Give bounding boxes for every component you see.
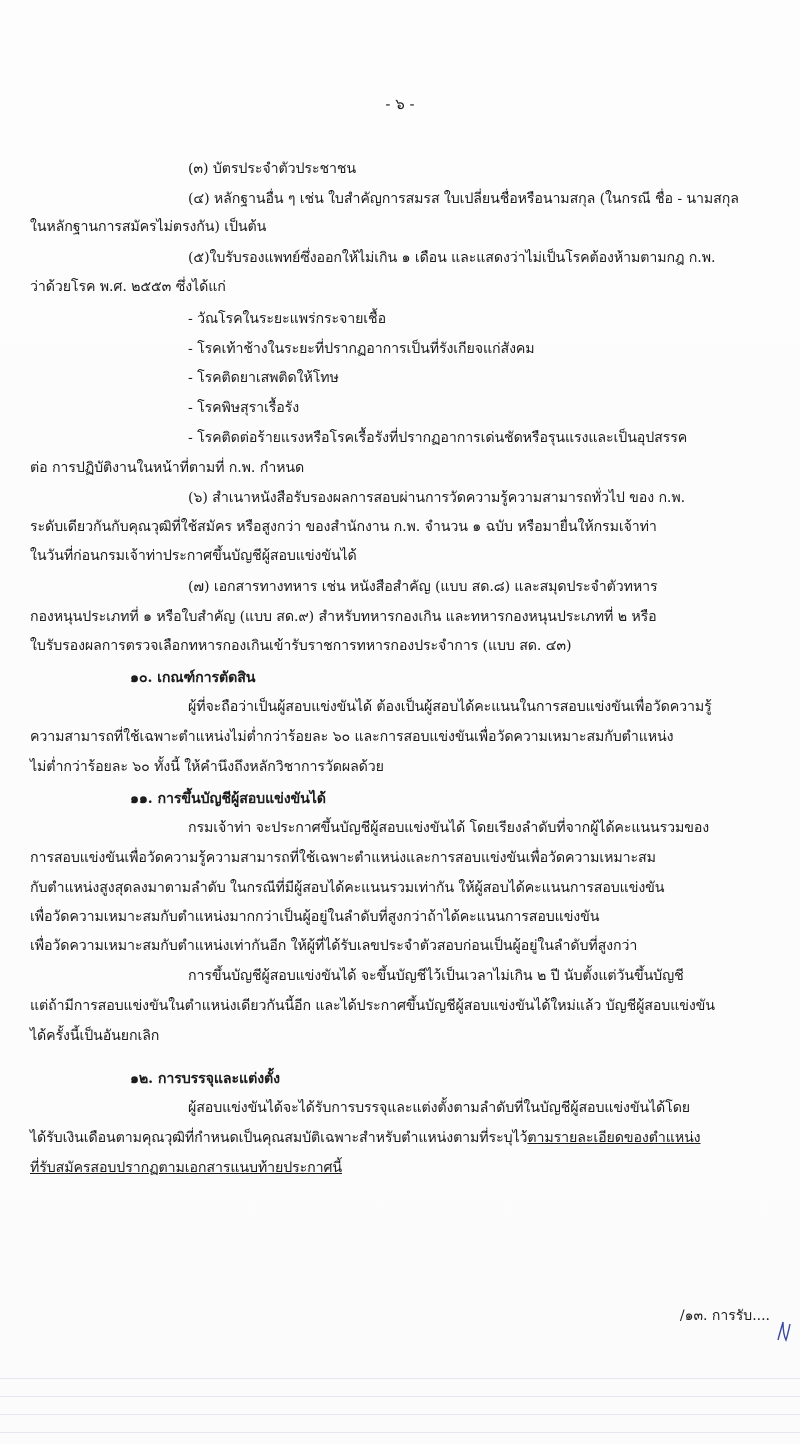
divider: [0, 1414, 800, 1415]
doc-line: - วัณโรคในระยะแพร่กระจายเชื้อ: [188, 311, 387, 327]
doc-line: การสอบแข่งขันเพื่อวัดความรู้ความสามารถที่ใช้เฉพาะตำแหน่งและการสอบแข่งขันเพื่อวัดความเหมาะสม: [30, 850, 656, 866]
doc-line: ไม่ต่ำกว่าร้อยละ ๖๐ ทั้งนี้ ให้คำนึงถึงหลักวิชาการวัดผลด้วย: [30, 759, 384, 775]
doc-line: ต่อ การปฏิบัติงานในหน้าที่ตามที่ ก.พ. กำหนด: [30, 460, 305, 476]
doc-line: - โรคเท้าช้างในระยะที่ปรากฏอาการเป็นที่รังเกียจแก่สังคม: [188, 341, 535, 357]
doc-line: ได้ครั้งนี้เป็นอันยกเลิก: [30, 1028, 160, 1044]
doc-line: ในวันที่ก่อนกรมเจ้าท่าประกาศขึ้นบัญชีผู้สอบแข่งขันได้: [30, 548, 357, 564]
continuation-footer: /๑๓. การรับ....: [679, 1308, 770, 1324]
doc-line: เพื่อวัดความเหมาะสมกับตำแหน่งมากกว่าเป็นผู้อยู่ในลำดับที่สูงกว่าถ้าได้คะแนนการสอบแข่งขัน: [30, 909, 600, 925]
doc-line: กองหนุนประเภทที่ ๑ หรือใบสำคัญ (แบบ สด.๙) สำหรับทหารกองเกิน และทหารกองหนุนประเภทที่ ๒ หรือ: [30, 609, 657, 625]
doc-line: ใบรับรองผลการตรวจเลือกทหารกองเกินเข้ารับราชการทหารกองประจำการ (แบบ สด. ๔๓): [30, 638, 572, 654]
section-heading-10: ๑๐. เกณฑ์การตัดสิน: [130, 670, 256, 686]
underlined-text: ที่รับสมัครสอบปรากฏตามเอกสารแนบท้ายประกาศนี้: [30, 1160, 343, 1176]
doc-line: กรมเจ้าท่า จะประกาศขึ้นบัญชีผู้สอบแข่งขันได้ โดยเรียงลำดับที่จากผู้ได้คะแนนรวมของ: [188, 820, 710, 836]
section-heading-11: ๑๑. การขึ้นบัญชีผู้สอบแข่งขันได้: [130, 791, 326, 807]
signature-mark: [774, 1318, 794, 1344]
doc-line: - โรคติดยาเสพติดให้โทษ: [188, 370, 339, 386]
doc-line: ความสามารถที่ใช้เฉพาะตำแหน่งไม่ต่ำกว่าร้อยละ ๖๐ และการสอบแข่งขันเพื่อวัดความเหมาะสมกับตำแหน่ง: [30, 729, 674, 745]
doc-line: - โรคพิษสุราเรื้อรัง: [188, 400, 300, 416]
doc-line: เพื่อวัดความเหมาะสมกับตำแหน่งเท่ากันอีก ให้ผู้ที่ได้รับเลขประจำตัวสอบก่อนเป็นผู้อยู่ในลำดับที่สูงกว่า: [30, 938, 638, 954]
section-heading-12: ๑๒. การบรรจุและแต่งตั้ง: [130, 1071, 280, 1087]
doc-line: ระดับเดียวกันกับคุณวุฒิที่ใช้สมัคร หรือสูงกว่า ของสำนักงาน ก.พ. จำนวน ๑ ฉบับ หรือมายื่นให้กรมเจ้าท่า: [30, 519, 657, 535]
doc-line: ผู้สอบแข่งขันได้จะได้รับการบรรจุและแต่งตั้งตามลำดับที่ในบัญชีผู้สอบแข่งขันได้โดย: [188, 1100, 691, 1116]
doc-line: กับตำแหน่งสูงสุดลงมาตามลำดับ ในกรณีที่มีผู้สอบได้คะแนนรวมเท่ากัน ให้ผู้สอบได้คะแนนการสอบแข่งขัน: [30, 880, 665, 896]
doc-line: (๓) บัตรประจำตัวประชาชน: [188, 161, 356, 177]
divider: [0, 1396, 800, 1397]
doc-line: (๗) เอกสารทางทหาร เช่น หนังสือสำคัญ (แบบ สด.๘) และสมุดประจำตัวทหาร: [188, 579, 658, 595]
doc-line: ผู้ที่จะถือว่าเป็นผู้สอบแข่งขันได้ ต้องเป็นผู้สอบได้คะแนนในการสอบแข่งขันเพื่อวัดความรู้: [188, 699, 712, 715]
divider: [0, 1432, 800, 1433]
underlined-text: ตามรายละเอียดของตำแหน่ง: [527, 1130, 701, 1146]
doc-line: (๔) หลักฐานอื่น ๆ เช่น ใบสำคัญการสมรส ใบเปลี่ยนชื่อหรือนามสกุล (ในกรณี ชื่อ - นามสกุล: [188, 191, 739, 207]
doc-line: [30, 1128, 701, 1148]
divider: [0, 1378, 800, 1379]
doc-text: ได้รับเงินเดือนตามคุณวุฒิที่กำหนดเป็นคุณสมบัติเฉพาะสำหรับตำแหน่งตามที่ระบุไว้: [30, 1130, 528, 1146]
doc-line: การขึ้นบัญชีผู้สอบแข่งขันได้ จะขึ้นบัญชีไว้เป็นเวลาไม่เกิน ๒ ปี นับตั้งแต่วันขึ้นบัญชี: [188, 968, 684, 984]
doc-line: ในหลักฐานการสมัครไม่ตรงกัน) เป็นต้น: [30, 219, 267, 235]
page-number: - ๖ -: [385, 95, 415, 113]
doc-line: (๕)ใบรับรองแพทย์ซึ่งออกให้ไม่เกิน ๑ เดือน และแสดงว่าไม่เป็นโรคต้องห้ามตามกฎ ก.พ.: [188, 250, 716, 266]
doc-line: ว่าด้วยโรค พ.ศ. ๒๕๕๓ ซึ่งได้แก่: [30, 279, 226, 295]
doc-line: แต่ถ้ามีการสอบแข่งขันในตำแหน่งเดียวกันนี้อีก และได้ประกาศขึ้นบัญชีผู้สอบแข่งขันได้ใหม่แล้ว บัญชีผู้สอบแข่งขัน: [30, 998, 715, 1014]
doc-line: - โรคติดต่อร้ายแรงหรือโรคเรื้อรังที่ปรากฏอาการเด่นชัดหรือรุนแรงและเป็นอุปสรรค: [188, 430, 688, 446]
doc-line: (๖) สำเนาหนังสือรับรองผลการสอบผ่านการวัดความรู้ความสามารถทั่วไป ของ ก.พ.: [188, 490, 685, 506]
